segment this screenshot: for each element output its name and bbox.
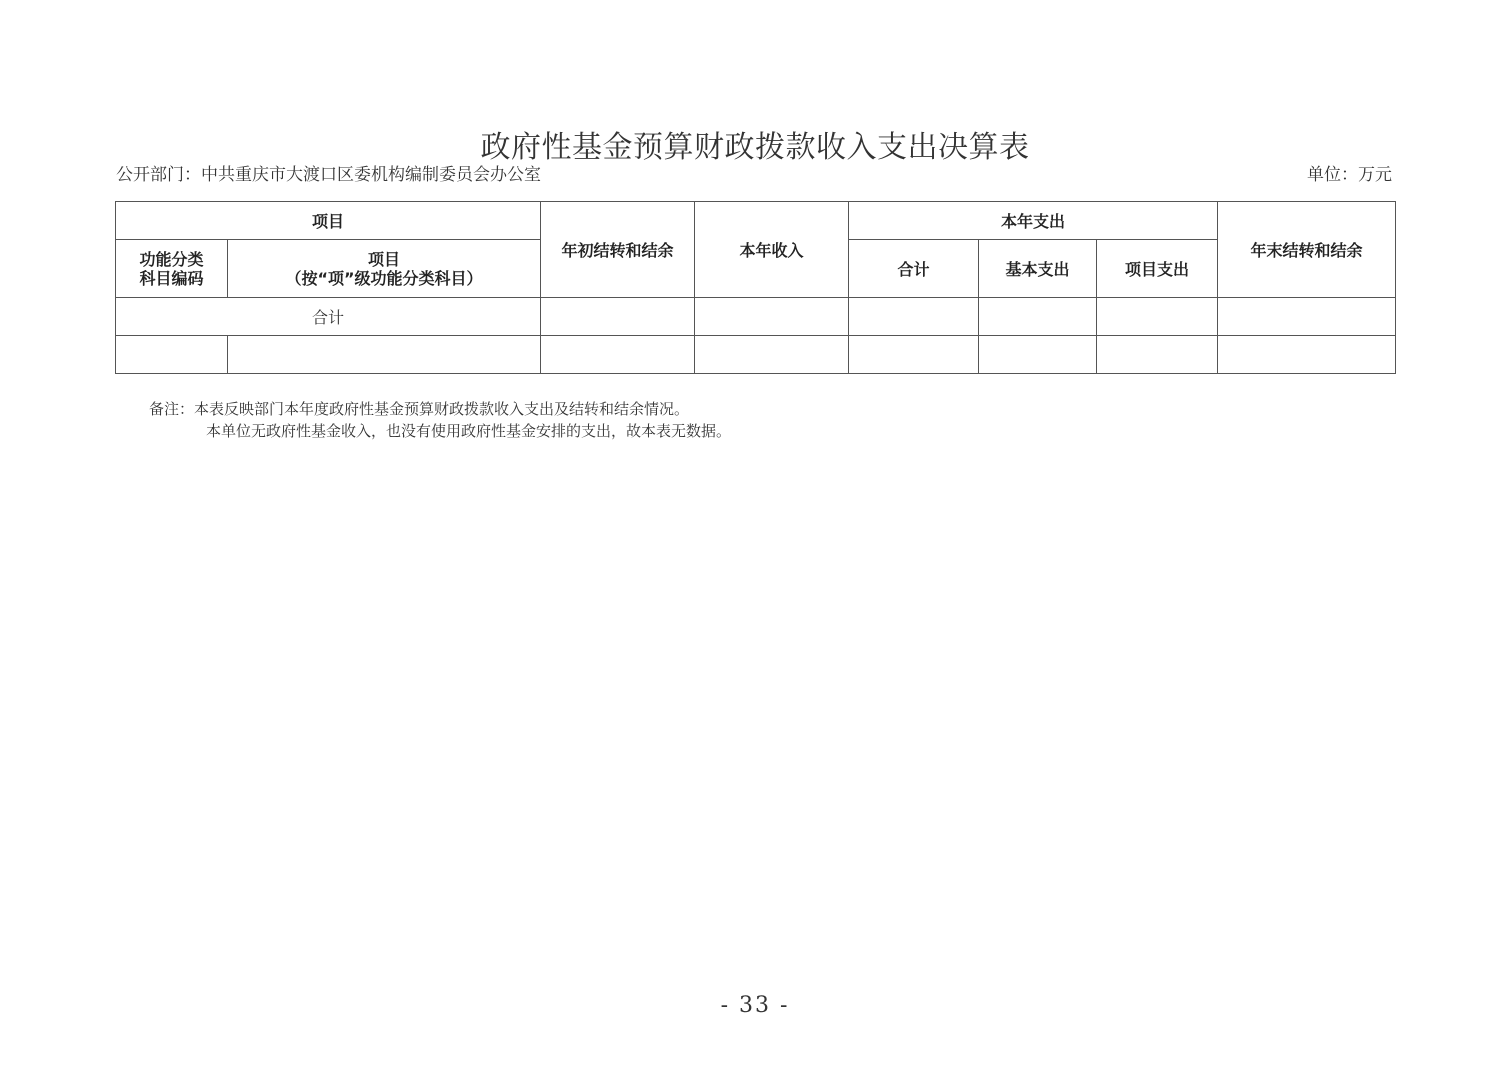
note-line-1: 备注：本表反映部门本年度政府性基金预算财政拨款收入支出及结转和结余情况。 [149,400,690,418]
table-row [116,336,1396,374]
header-project-name [228,240,541,298]
row-code [116,336,228,374]
header-func-code [116,240,228,298]
total-expense-basic [979,298,1097,336]
header-expense-project: 项目支出 [1097,240,1218,298]
page-number: - 33 - [720,993,790,1018]
header-project-name-line1: 项目 [368,249,401,269]
total-label: 合计 [116,298,541,336]
header-func-code-line1: 功能分类 [139,249,204,269]
row-income [695,336,849,374]
row-expense-project [1097,336,1218,374]
total-expense-project [1097,298,1218,336]
row-expense-total [849,336,979,374]
total-carry-end [1218,298,1396,336]
note-line-2: 本单位无政府性基金收入，也没有使用政府性基金安排的支出，故本表无数据。 [206,422,732,440]
notes [149,398,731,442]
total-income [695,298,849,336]
header-carry-begin: 年初结转和结余 [541,202,695,298]
row-carry-begin [541,336,695,374]
row-carry-end [1218,336,1396,374]
header-project-group: 项目 [116,202,541,240]
total-row [116,298,1396,336]
header-expense-basic: 基本支出 [979,240,1097,298]
header-income: 本年收入 [695,202,849,298]
row-expense-basic [979,336,1097,374]
page-title: 政府性基金预算财政拨款收入支出决算表 [480,130,1030,165]
unit-label: 单位：万元 [1307,165,1392,185]
department-label: 公开部门：中共重庆市大渡口区委机构编制委员会办公室 [116,165,541,185]
total-carry-begin [541,298,695,336]
header-expense-total: 合计 [849,240,979,298]
header-carry-end: 年末结转和结余 [1218,202,1396,298]
row-name [228,336,541,374]
header-func-code-line2: 科目编码 [139,268,204,288]
budget-table [115,201,1396,374]
header-row-1 [116,202,1396,240]
total-expense-total [849,298,979,336]
header-expense-group: 本年支出 [849,202,1218,240]
header-project-name-line2: （按“项”级功能分类科目） [285,268,483,288]
